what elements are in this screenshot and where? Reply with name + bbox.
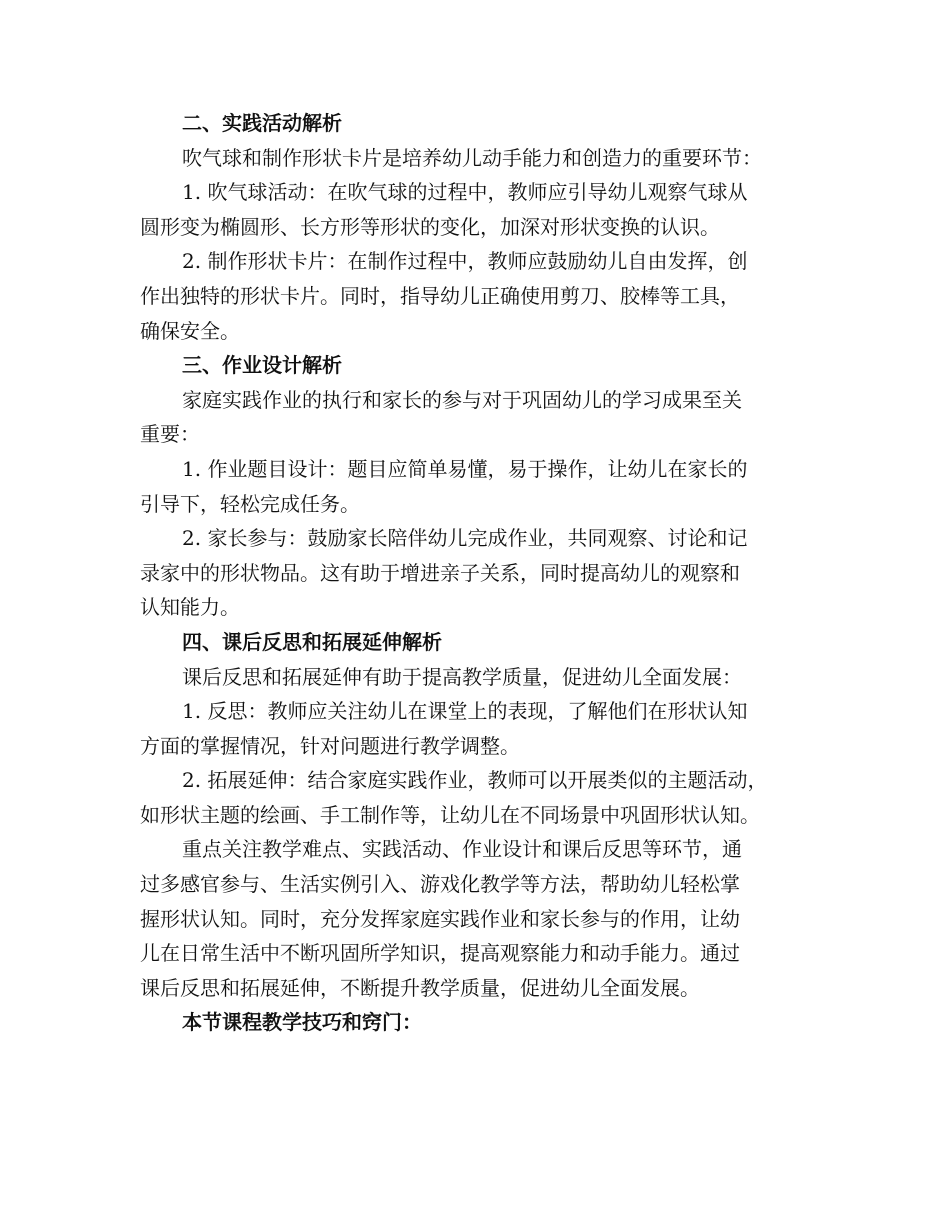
paragraph-line: 过多感官参与、生活实例引入、游戏化教学等方法，帮助幼儿轻松掌 — [140, 872, 740, 897]
paragraph-line: 重点关注教学难点、实践活动、作业设计和课后反思等环节，通 — [182, 837, 742, 862]
paragraph-line: 家庭实践作业的执行和家长的参与对于巩固幼儿的学习成果至关 — [182, 387, 742, 412]
paragraph-line: 1. 作业题目设计：题目应简单易懂，易于操作，让幼儿在家长的 — [182, 456, 748, 481]
paragraph-line: 认知能力。 — [140, 595, 240, 620]
paragraph-line: 确保安全。 — [140, 318, 240, 343]
paragraph-line: 握形状认知。同时，充分发挥家庭实践作业和家长参与的作用，让幼 — [140, 906, 740, 931]
paragraph-line: 录家中的形状物品。这有助于增进亲子关系，同时提高幼儿的观察和 — [140, 560, 740, 585]
paragraph-line: 课后反思和拓展延伸，不断提升教学质量，促进幼儿全面发展。 — [140, 975, 700, 1000]
paragraph-line: 课后反思和拓展延伸有助于提高教学质量，促进幼儿全面发展： — [182, 664, 742, 689]
section-heading: 三、作业设计解析 — [182, 353, 342, 378]
paragraph-line: 重要： — [140, 422, 200, 447]
section-heading: 本节课程教学技巧和窍门： — [182, 1010, 422, 1035]
paragraph-line: 吹气球和制作形状卡片是培养幼儿动手能力和创造力的重要环节： — [182, 145, 762, 170]
section-heading: 四、课后反思和拓展延伸解析 — [182, 629, 442, 654]
section-heading: 二、实践活动解析 — [182, 111, 342, 135]
paragraph-line: 方面的掌握情况，针对问题进行教学调整。 — [140, 733, 520, 758]
paragraph-line: 2. 拓展延伸：结合家庭实践作业，教师可以开展类似的主题活动， — [182, 768, 768, 793]
paragraph-line: 圆形变为椭圆形、长方形等形状的变化，加深对形状变换的认识。 — [140, 214, 720, 239]
paragraph-line: 2. 制作形状卡片：在制作过程中，教师应鼓励幼儿自由发挥，创 — [182, 249, 748, 274]
paragraph-line: 1. 反思：教师应关注幼儿在课堂上的表现，了解他们在形状认知 — [182, 699, 748, 724]
paragraph-line: 作出独特的形状卡片。同时，指导幼儿正确使用剪刀、胶棒等工具， — [140, 283, 740, 308]
paragraph-line: 引导下，轻松完成任务。 — [140, 491, 360, 516]
paragraph-line: 儿在日常生活中不断巩固所学知识，提高观察能力和动手能力。通过 — [140, 941, 740, 966]
paragraph-line: 如形状主题的绘画、手工制作等，让幼儿在不同场景中巩固形状认知。 — [140, 802, 760, 827]
paragraph-line: 2. 家长参与：鼓励家长陪伴幼儿完成作业，共同观察、讨论和记 — [182, 526, 748, 551]
document-page — [140, 106, 812, 1040]
paragraph-line: 1. 吹气球活动：在吹气球的过程中，教师应引导幼儿观察气球从 — [182, 180, 748, 205]
